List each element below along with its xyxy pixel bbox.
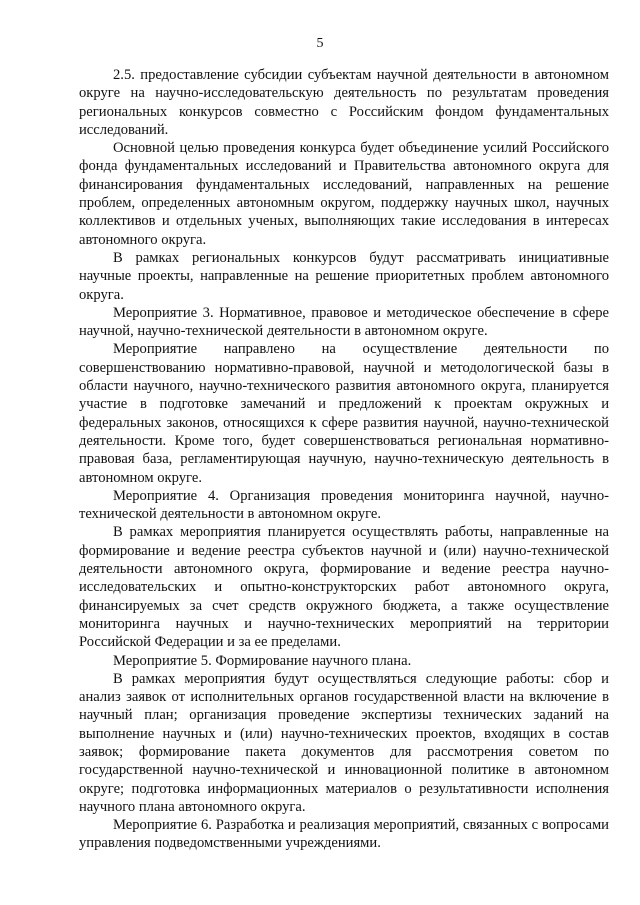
document-body [79, 66, 609, 853]
page-number: 5 [316, 36, 324, 51]
paragraph-measure-4-body: В рамках мероприятия планируется осуществлять работы, направленные на формирование и ведение реестра субъектов научной и (или) научно-технической деятельности автономного округа, формирование и ведение реестра научно-исследовательских и опытно-конструкторских работ автономного округа, финансируемых за счет средств окружного бюджета, а также осуществление мониторинга научных и научно-технических мероприятий на территории Российской Федерации и за ее пределами. [79, 524, 609, 651]
paragraph-measure-4-heading: Мероприятие 4. Организация проведения мониторинга научной, научно-технической деятельности в автономном округе. [79, 487, 609, 523]
paragraph-regional-contests: В рамках региональных конкурсов будут рассматривать инициативные научные проекты, направленные на решение приоритетных проблем автономного округа. [79, 249, 609, 303]
paragraph-measure-3-body: Мероприятие направлено на осуществление деятельности по совершенствованию нормативно-правовой, научной и методологической базы в области научного, научно-технического развития автономного округа, планируется участие в подготовке замечаний и предложений к проектам окружных и федеральных законов, относящихся к сфере развития научной, научно-технической деятельности. Кроме того, будет совершенствоваться региональная нормативно-правовая база, регламентирующая научную, научно-техническую деятельность в автономном округе. [79, 341, 609, 486]
paragraph-subsidy: 2.5. предоставление субсидии субъектам научной деятельности в автономном округе на научно-исследовательскую деятельность по результатам проведения региональных конкурсов совместно с Российским фондом фундаментальных исследований. [79, 67, 609, 138]
paragraph-measure-6-heading: Мероприятие 6. Разработка и реализация мероприятий, связанных с вопросами управления подведомственными учреждениями. [79, 817, 609, 852]
paragraph-measure-5-heading: Мероприятие 5. Формирование научного плана. [113, 652, 412, 669]
paragraph-measure-3-heading: Мероприятие 3. Нормативное, правовое и методическое обеспечение в сфере научной, научно-технической деятельности в автономном округе. [79, 304, 609, 340]
paragraph-measure-5-body: В рамках мероприятия будут осуществляться следующие работы: сбор и анализ заявок от исполнительных органов государственной власти на включение в научный план; организация проведение экспертизы технических заданий на выполнение научных и (или) научно-технических проектов, входящих в состав заявок; формирование пакета документов для рассмотрения советом по государственной научно-технической и инновационной политике в автономном округе; подготовка информационных материалов о результативности исполнения научного плана автономного округа. [79, 670, 609, 815]
paragraph-contest-goal: Основной целью проведения конкурса будет объединение усилий Российского фонда фундаментальных исследований и Правительства автономного округа для финансирования фундаментальных исследований, направленных на решение проблем, определенных автономным округом, поддержку научных школ, научных коллективов и отдельных ученых, выполняющих такие исследования в интересах автономного округа. [79, 140, 609, 248]
